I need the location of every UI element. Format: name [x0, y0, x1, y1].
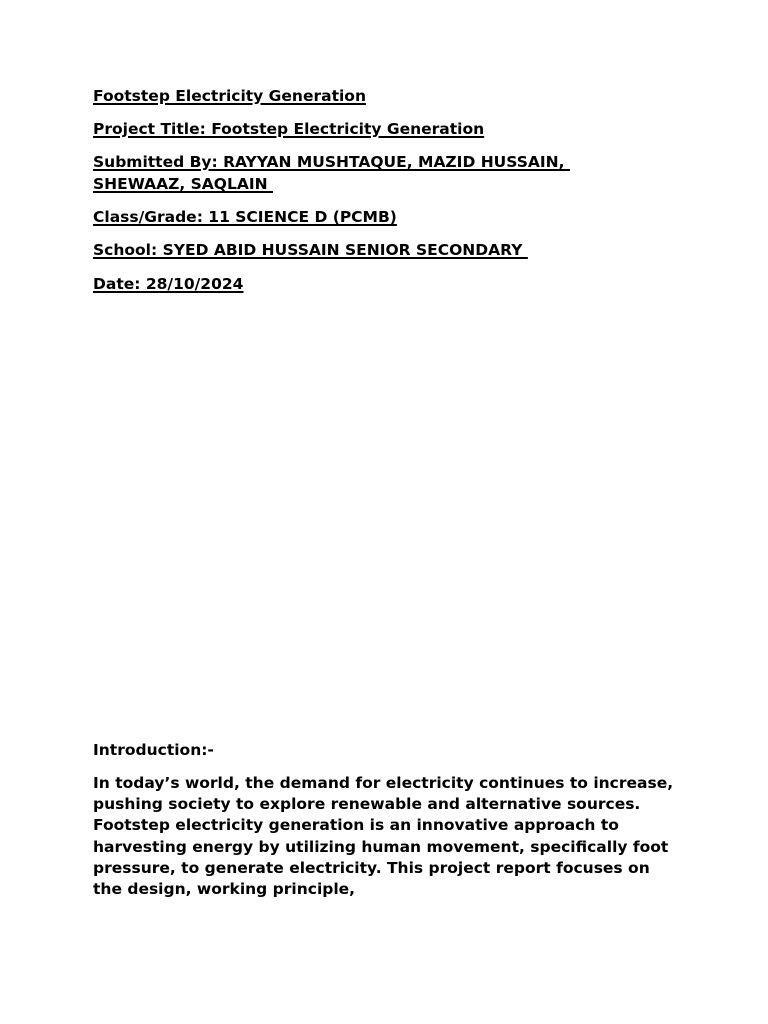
introduction-heading: Introduction:-: [93, 741, 214, 759]
class-grade: Class/Grade: 11 SCIENCE D (PCMB): [93, 208, 397, 226]
project-title: Project Title: Footstep Electricity Generation: [93, 120, 485, 138]
submitted-by-line-1: Submitted By: RAYYAN MUSHTAQUE, MAZID HUSSAIN,: [93, 153, 570, 171]
school-name: School: SYED ABID HUSSAIN SENIOR SECONDARY: [93, 241, 528, 259]
submitted-by-line-2: SHEWAAZ, SAQLAIN: [93, 175, 273, 193]
submission-date: Date: 28/10/2024: [93, 275, 244, 293]
introduction-paragraph: In today’s world, the demand for electricity continues to increase, pushing society to explore renewable and alternative sources. Footstep electricity generation is an innovative approach to harvesting energy by utilizing human movement, specifically foot pressure, to generate electricity. This project report focuses on the design, working principle,: [93, 774, 674, 899]
document-heading: Footstep Electricity Generation: [93, 87, 366, 105]
